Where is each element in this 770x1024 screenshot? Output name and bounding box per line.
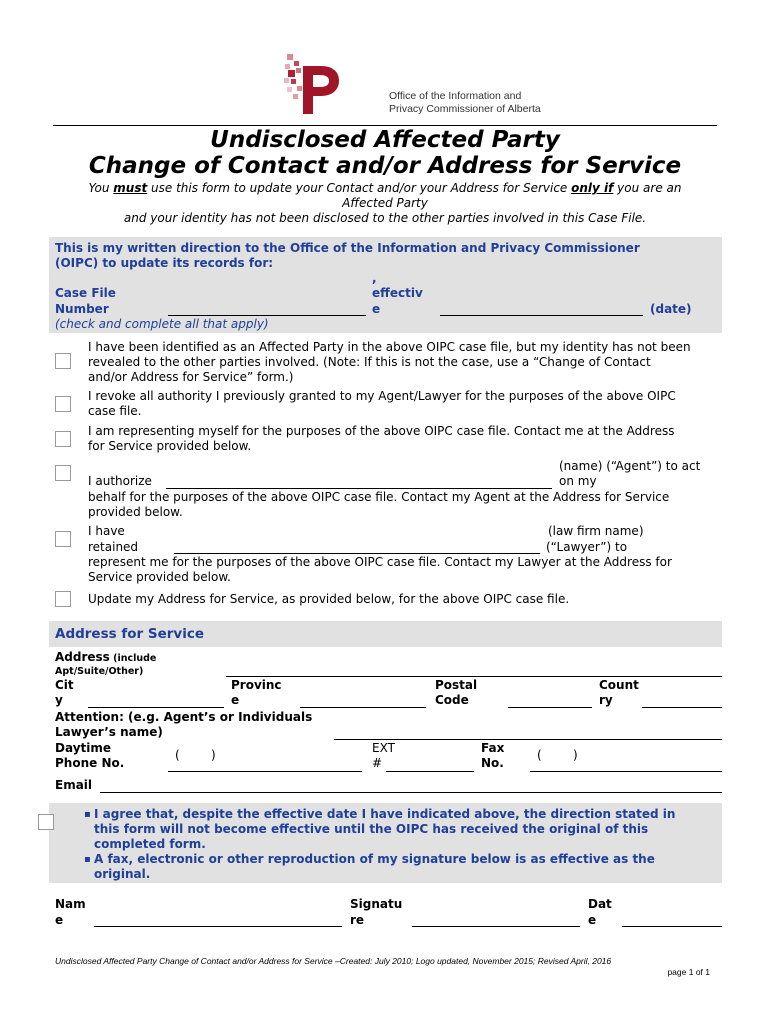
signature-label-l2: re: [350, 913, 365, 927]
option2-checkbox[interactable]: [55, 396, 71, 412]
org-name-line1: Office of the Information and: [389, 90, 522, 102]
option6-label: Update my Address for Service, as provided below, for the above OIPC case file.: [88, 592, 570, 606]
option4-l4: provided below.: [88, 505, 183, 519]
city-label-l1: Cit: [55, 678, 74, 692]
postal-code-field[interactable]: [508, 707, 592, 708]
agreement-b1-l1: I agree that, despite the effective date I have indicated above, the direction stated in: [94, 807, 676, 821]
ext-label-l2: #: [372, 756, 383, 770]
fax-paren-close: ): [573, 748, 578, 762]
country-label-l2: ry: [599, 693, 613, 707]
option1-checkbox[interactable]: [55, 353, 71, 369]
option1-l1: I have been identified as an Affected Party in the above OIPC case file, but my identity has not been: [88, 340, 691, 354]
case-file-label-l2: Number: [55, 302, 109, 316]
page-number: page 1 of 1: [667, 967, 710, 977]
postal-label-l1: Postal: [435, 678, 478, 692]
signature-date-field[interactable]: [622, 926, 722, 927]
signature-label-l1: Signatu: [350, 897, 403, 911]
phone-paren-open: (: [175, 748, 180, 762]
option4-name-label: (name) (“Agent”) to act: [559, 459, 701, 473]
agent-name-field[interactable]: [166, 488, 552, 489]
province-label-l2: e: [231, 693, 240, 707]
intro-text-c: you are an: [613, 181, 682, 195]
intro-only-if: only if: [571, 181, 614, 195]
city-label-l2: y: [55, 693, 63, 707]
option4-l3: behalf for the purposes of the above OIPC case file. Contact my Agent at the Address for Service: [88, 490, 670, 504]
option3-checkbox[interactable]: [55, 431, 71, 447]
attention-label-l1: Attention: (e.g. Agent’s or Individuals: [55, 710, 313, 724]
agreement-b2-l2: original.: [94, 867, 151, 881]
agreement-bullet1-icon: ▪: [84, 809, 91, 820]
daytime-label-l1: Daytime: [55, 741, 112, 755]
direction-heading-line2: (OIPC) to update its records for:: [55, 256, 274, 270]
option2-l1: I revoke all authority I previously granted to my Agent/Lawyer for the purposes of the above OIPC: [88, 389, 676, 403]
intro-line3: and your identity has not been disclosed to the other parties involved in this Case File.: [123, 211, 647, 225]
option3-l2: for Service provided below.: [88, 439, 252, 453]
option4-checkbox[interactable]: [55, 465, 71, 481]
email-field[interactable]: [100, 792, 722, 793]
org-name-line2: Privacy Commissioner of Alberta: [389, 103, 541, 115]
ext-field[interactable]: [386, 771, 474, 772]
address-label-small2: Apt/Suite/Other): [55, 666, 144, 677]
fax-field[interactable]: [530, 771, 722, 772]
name-field[interactable]: [94, 926, 342, 927]
option4-on-my: on my: [559, 474, 597, 488]
check-note: (check and complete all that apply): [55, 317, 269, 331]
form-title-line2: Change of Contact and/or Address for Service: [88, 153, 682, 179]
name-label-l2: e: [55, 913, 64, 927]
effective-label-l2: effectiv: [372, 286, 423, 300]
law-firm-field[interactable]: [174, 553, 540, 554]
option3-l1: I am representing myself for the purposes of the above OIPC case file. Contact me at the Address: [88, 424, 675, 438]
email-label: Email: [55, 778, 93, 792]
effective-label-l3: e: [372, 302, 381, 316]
address-label-small: (include: [109, 653, 157, 664]
direction-heading-line1: This is my written direction to the Office of the Information and Privacy Commissioner: [55, 241, 640, 255]
postal-label-l2: Code: [435, 693, 469, 707]
date-sign-label-l2: e: [588, 913, 597, 927]
option6-checkbox[interactable]: [55, 591, 71, 607]
intro-must: must: [113, 181, 148, 195]
country-field[interactable]: [642, 707, 722, 708]
address-label-text: Address: [55, 650, 110, 664]
option5-i-have: I have: [88, 524, 125, 538]
option2-l2: case file.: [88, 404, 142, 418]
agreement-bullet2-icon: ▪: [84, 854, 91, 865]
province-label-l1: Provinc: [231, 678, 282, 692]
option5-firm-label: (law firm name): [548, 524, 644, 538]
effective-date-field[interactable]: [440, 315, 643, 316]
daytime-label-l2: Phone No.: [55, 756, 125, 770]
city-field[interactable]: [88, 707, 224, 708]
name-label-l1: Nam: [55, 897, 86, 911]
oipc-logo-icon: [283, 52, 393, 116]
province-field[interactable]: [300, 707, 426, 708]
attention-label-l2: Lawyer’s name): [55, 725, 163, 739]
option5-l4: Service provided below.: [88, 570, 231, 584]
footer-note: Undisclosed Affected Party Change of Contact and/or Address for Service –Created: July 2010; Logo updated, November 2015; Revised April, 2016: [55, 956, 612, 966]
form-title-line1: Undisclosed Affected Party: [210, 127, 560, 153]
option5-checkbox[interactable]: [55, 531, 71, 547]
intro-text-a: You: [88, 181, 114, 195]
intro-line1: [60, 181, 710, 196]
attention-field[interactable]: [334, 739, 722, 740]
option4-authorize: I authorize: [88, 474, 152, 488]
date-sign-label-l1: Dat: [588, 897, 612, 911]
agreement-b1-l2: this form will not become effective until the OIPC has received the original of this: [94, 822, 649, 836]
address-heading: Address for Service: [55, 626, 204, 642]
agreement-checkbox[interactable]: [38, 814, 54, 830]
effective-label-l1: ,: [372, 271, 377, 285]
option1-l3: and/or Address for Service” form.): [88, 370, 294, 384]
option5-lawyer-label: (“Lawyer”) to: [546, 540, 628, 554]
address-field[interactable]: [226, 676, 722, 677]
intro-text-b: use this form to update your Contact and/or your Address for Service: [147, 181, 572, 195]
fax-label-l1: Fax: [481, 741, 505, 755]
case-file-label-l1: Case File: [55, 286, 116, 300]
header-divider: [53, 125, 717, 126]
agreement-b1-l3: completed form.: [94, 837, 206, 851]
agreement-b2-l1: A fax, electronic or other reproduction of my signature below is as effective as the: [94, 852, 655, 866]
ext-label-l1: EXT: [372, 741, 395, 755]
option1-l2: revealed to the other parties involved. (Note: If this is not the case, use a “Change of Contact: [88, 355, 651, 369]
country-label-l1: Count: [599, 678, 639, 692]
phone-paren-close: ): [211, 748, 216, 762]
option5-l3: represent me for the purposes of the above OIPC case file. Contact my Lawyer at the Address for: [88, 555, 672, 569]
daytime-phone-field[interactable]: [168, 771, 362, 772]
signature-field[interactable]: [412, 926, 580, 927]
intro-line2: Affected Party: [342, 196, 428, 210]
fax-label-l2: No.: [481, 756, 504, 770]
date-label: (date): [650, 302, 692, 316]
option5-retained: retained: [88, 540, 139, 554]
fax-paren-open: (: [537, 748, 542, 762]
case-file-number-field[interactable]: [168, 315, 366, 316]
